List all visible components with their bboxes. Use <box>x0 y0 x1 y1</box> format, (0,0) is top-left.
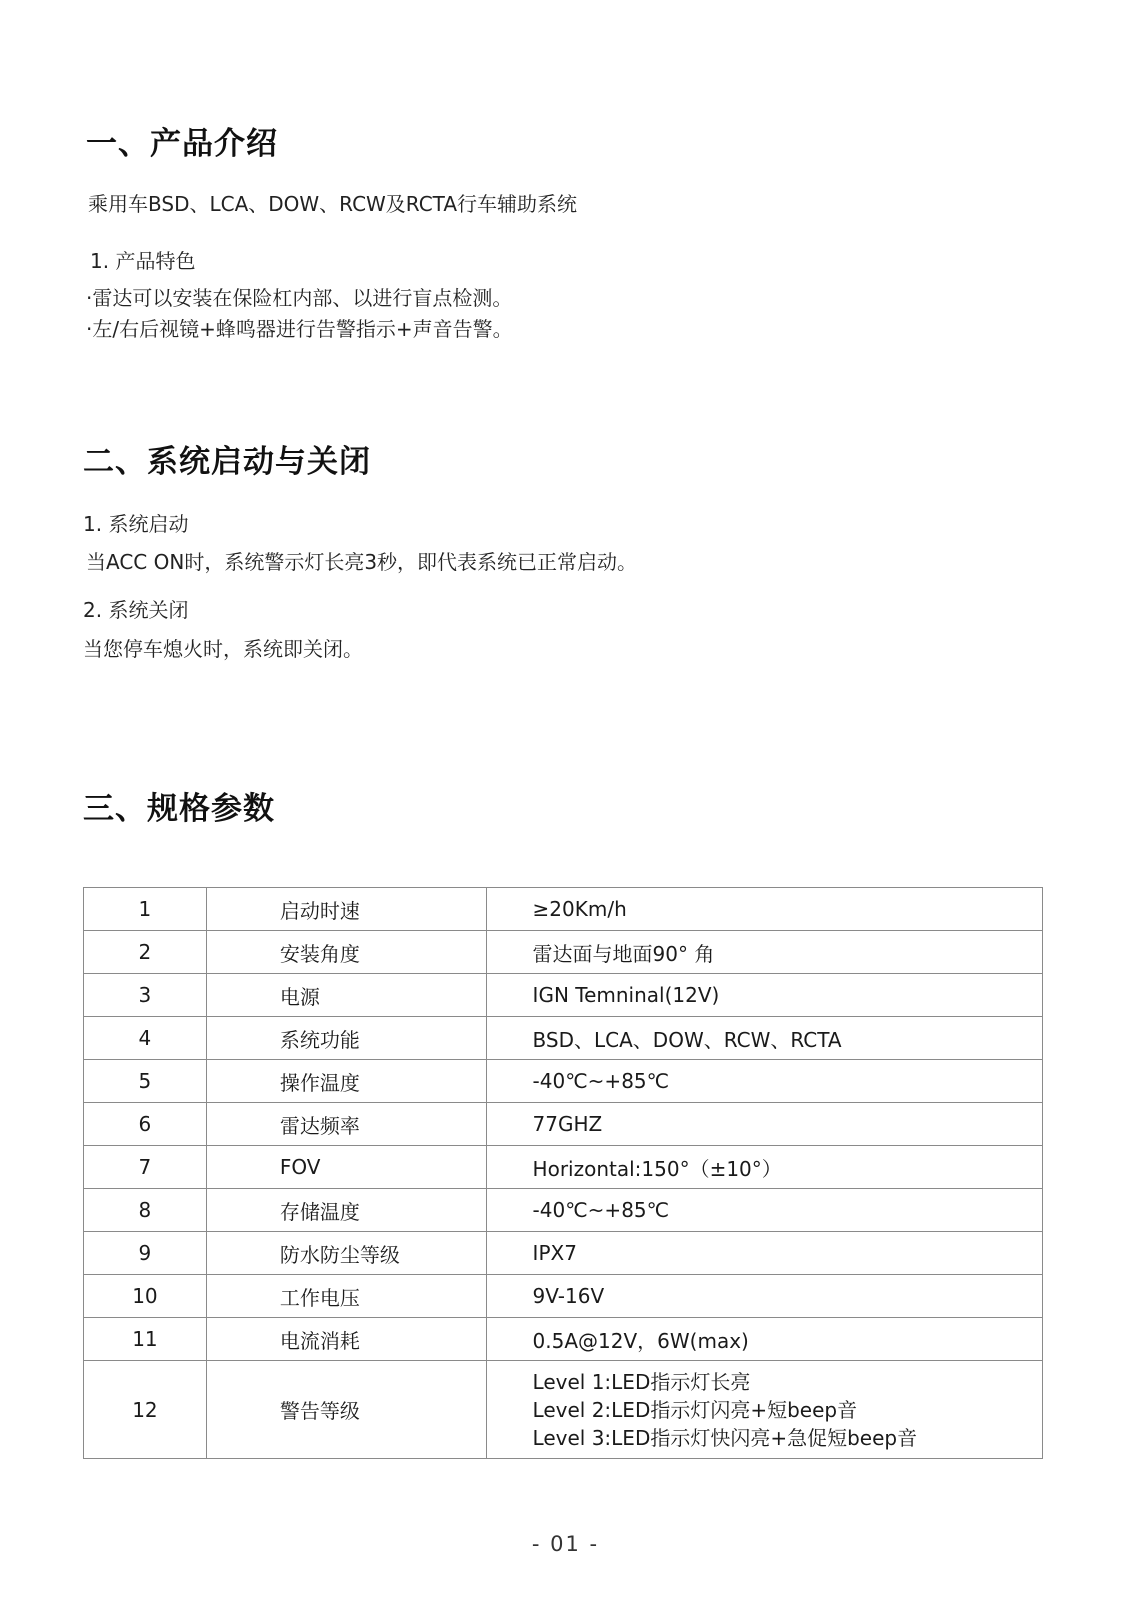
param-name: 操作温度 <box>206 1060 486 1103</box>
table-row <box>84 1232 1043 1275</box>
row-number: 5 <box>84 1060 207 1103</box>
row-number: 7 <box>84 1146 207 1189</box>
feature-list <box>86 283 513 345</box>
row-number: 10 <box>84 1275 207 1318</box>
param-name: 防水防尘等级 <box>206 1232 486 1275</box>
param-name: 警告等级 <box>206 1361 486 1459</box>
table-row <box>84 1146 1043 1189</box>
table-row <box>84 1318 1043 1361</box>
row-number: 11 <box>84 1318 207 1361</box>
param-value: ≥20Km/h <box>486 888 1042 931</box>
warning-level: Level 1:LED指示灯长亮 <box>532 1369 751 1394</box>
param-name: 存储温度 <box>206 1189 486 1232</box>
stop-text: 当您停车熄火时，系统即关闭。 <box>83 637 363 661</box>
param-name: FOV <box>206 1146 486 1189</box>
features-heading: 1. 产品特色 <box>90 249 196 273</box>
param-name: 雷达频率 <box>206 1103 486 1146</box>
param-value: 0.5A@12V，6W(max) <box>486 1318 1042 1361</box>
param-value: Horizontal:150°（±10°） <box>486 1146 1042 1189</box>
table-row <box>84 1017 1043 1060</box>
row-number: 3 <box>84 974 207 1017</box>
param-value: -40℃~+85℃ <box>486 1060 1042 1103</box>
row-number: 4 <box>84 1017 207 1060</box>
table-row <box>84 1275 1043 1318</box>
param-name: 启动时速 <box>206 888 486 931</box>
warning-level: Level 2:LED指示灯闪亮+短beep音 <box>532 1397 858 1422</box>
param-value: BSD、LCA、DOW、RCW、RCTA <box>486 1017 1042 1060</box>
row-number: 6 <box>84 1103 207 1146</box>
row-number: 8 <box>84 1189 207 1232</box>
table-row <box>84 974 1043 1017</box>
param-name: 系统功能 <box>206 1017 486 1060</box>
section3-title: 三、规格参数 <box>83 791 275 827</box>
param-value: IGN Temninal(12V) <box>486 974 1042 1017</box>
param-value: -40℃~+85℃ <box>486 1189 1042 1232</box>
row-number: 12 <box>84 1361 207 1459</box>
row-number: 9 <box>84 1232 207 1275</box>
param-value-levels <box>486 1361 1042 1459</box>
warning-level: Level 3:LED指示灯快闪亮+急促短beep音 <box>532 1425 918 1450</box>
row-number: 2 <box>84 931 207 974</box>
table-row <box>84 1060 1043 1103</box>
section1-title: 一、产品介绍 <box>86 126 278 162</box>
table-row <box>84 1103 1043 1146</box>
stop-heading: 2. 系统关闭 <box>83 598 189 622</box>
table-row <box>84 931 1043 974</box>
param-value: IPX7 <box>486 1232 1042 1275</box>
start-text: 当ACC ON时，系统警示灯长亮3秒，即代表系统已正常启动。 <box>86 550 638 574</box>
param-value: 77GHZ <box>486 1103 1042 1146</box>
start-heading: 1. 系统启动 <box>83 512 189 536</box>
param-name: 电源 <box>206 974 486 1017</box>
page-number: - 01 - <box>531 1532 600 1556</box>
table-row <box>84 1361 1043 1459</box>
param-value: 9V-16V <box>486 1275 1042 1318</box>
table-row <box>84 888 1043 931</box>
section2-title: 二、系统启动与关闭 <box>83 444 371 480</box>
param-value: 雷达面与地面90° 角 <box>486 931 1042 974</box>
param-name: 工作电压 <box>206 1275 486 1318</box>
spec-table <box>83 887 1043 1459</box>
row-number: 1 <box>84 888 207 931</box>
feature-item: ·雷达可以安装在保险杠内部、以进行盲点检测。 <box>86 286 513 310</box>
param-name: 电流消耗 <box>206 1318 486 1361</box>
feature-item: ·左/右后视镜+蜂鸣器进行告警指示+声音告警。 <box>86 317 513 341</box>
table-row <box>84 1189 1043 1232</box>
section1-subtitle: 乘用车BSD、LCA、DOW、RCW及RCTA行车辅助系统 <box>88 192 578 216</box>
param-name: 安装角度 <box>206 931 486 974</box>
